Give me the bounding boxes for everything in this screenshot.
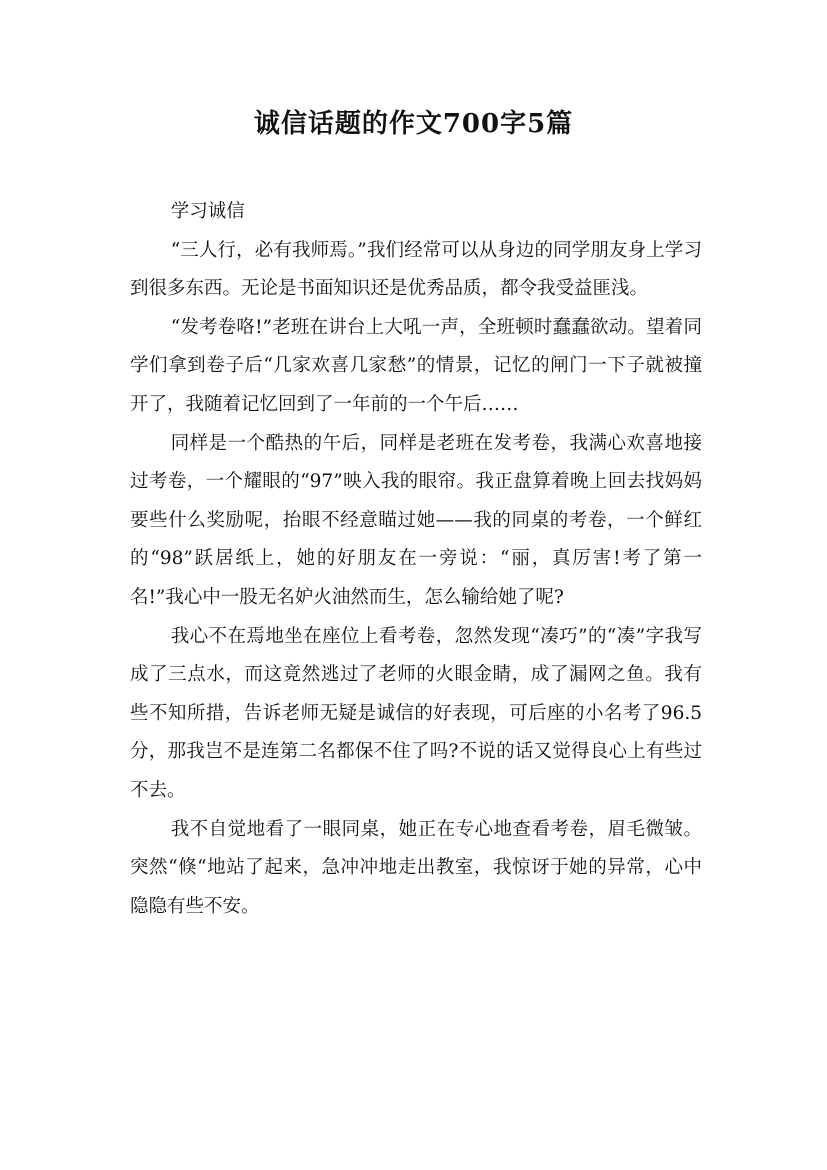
document-title: 诚信话题的作文700字5篇 (253, 109, 574, 139)
section-heading: 学习诚信 (170, 201, 245, 222)
paragraph: “三人行，必有我师焉。”我们经常可以从身边的同学朋友身上学习到很多东西。无论是书面知识还是优秀品质，都令我受益匪浅。 (130, 239, 702, 300)
paragraph: 同样是一个酷热的午后，同样是老班在发考卷，我满心欢喜地接过考卷，一个耀眼的“97”映入我的眼帘。我正盘算着晚上回去找妈妈要些什么奖励呢，抬眼不经意瞄过她——我的同桌的考卷，一个鲜红的“98”跃居纸上，她的好朋友在一旁说：“丽，真厉害!考了第一名!”我心中一股无名妒火油然而生，怎么输给她了呢? (130, 432, 702, 608)
document-body (130, 193, 702, 926)
paragraph: 我心不在焉地坐在座位上看考卷，忽然发现“凑巧”的“凑”字我写成了三点水，而这竟然逃过了老师的火眼金睛，成了漏网之鱼。我有些不知所措，告诉老师无疑是诚信的好表现，可后座的小名考了96.5分，那我岂不是连第二名都保不住了吗?不说的话又觉得良心上有些过不去。 (130, 625, 702, 801)
paragraph: 我不自觉地看了一眼同桌，她正在专心地查看考卷，眉毛微皱。突然“倏“地站了起来，急冲冲地走出教室，我惊讶于她的异常，心中隐隐有些不安。 (130, 818, 702, 917)
paragraph: “发考卷咯!”老班在讲台上大吼一声，全班顿时蠢蠢欲动。望着同学们拿到卷子后“几家欢喜几家愁”的情景，记忆的闸门一下子就被撞开了，我随着记忆回到了一年前的一个午后…… (130, 316, 702, 415)
